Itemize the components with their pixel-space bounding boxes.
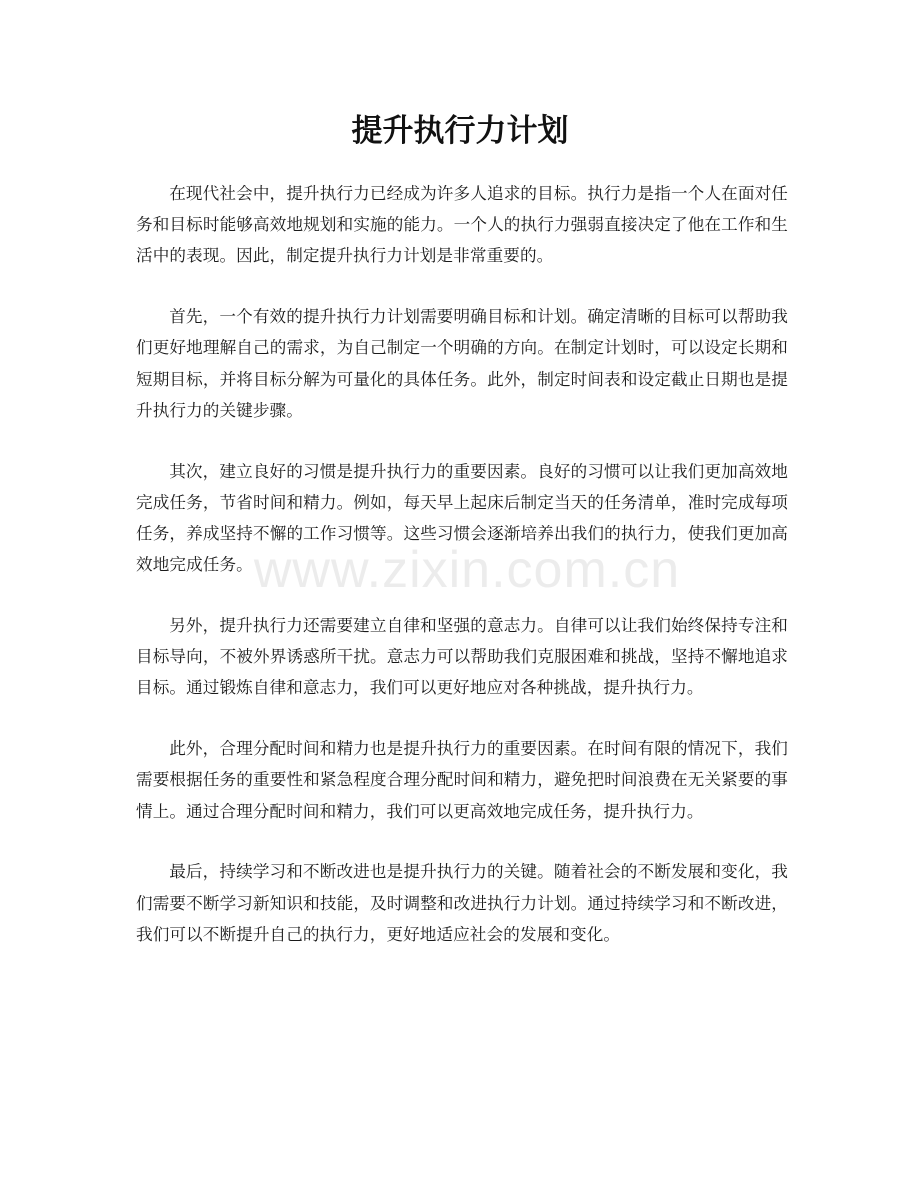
paragraph-intro: 在现代社会中，提升执行力已经成为许多人追求的目标。执行力是指一个人在面对任务和目标时能够高效地规划和实施的能力。一个人的执行力强弱直接决定了他在工作和生活中的表现。因此，制定提升执行力计划是非常重要的。 <box>136 184 788 266</box>
paragraph-habits: 其次，建立良好的习惯是提升执行力的重要因素。良好的习惯可以让我们更加高效地完成任务，节省时间和精力。例如，每天早上起床后制定当天的任务清单，准时完成每项任务，养成坚持不懈的工作习惯等。这些习惯会逐渐培养出我们的执行力，使我们更加高效地完成任务。 <box>136 461 788 575</box>
document-title: 提升执行力计划 <box>351 113 569 149</box>
paragraph-goals: 首先，一个有效的提升执行力计划需要明确目标和计划。确定清晰的目标可以帮助我们更好地理解自己的需求，为自己制定一个明确的方向。在制定计划时，可以设定长期和短期目标，并将目标分解为可量化的具体任务。此外，制定时间表和设定截止日期也是提升执行力的关键步骤。 <box>136 307 788 420</box>
document-body <box>136 178 788 980</box>
paragraph-self-discipline: 另外，提升执行力还需要建立自律和坚强的意志力。自律可以让我们始终保持专注和目标导向，不被外界诱惑所干扰。意志力可以帮助我们克服困难和挑战，坚持不懈地追求目标。通过锻炼自律和意志力，我们可以更好地应对各种挑战，提升执行力。 <box>136 616 788 698</box>
paragraph-continuous-learning: 最后，持续学习和不断改进也是提升执行力的关键。随着社会的不断发展和变化，我们需要不断学习新知识和技能，及时调整和改进执行力计划。通过持续学习和不断改进，我们可以不断提升自己的执行力，更好地适应社会的发展和变化。 <box>136 862 788 944</box>
paragraph-time-allocation: 此外，合理分配时间和精力也是提升执行力的重要因素。在时间有限的情况下，我们需要根据任务的重要性和紧急程度合理分配时间和精力，避免把时间浪费在无关紧要的事情上。通过合理分配时间和精力，我们可以更高效地完成任务，提升执行力。 <box>136 739 788 821</box>
watermark: www.zixin.com.cn <box>253 541 681 599</box>
